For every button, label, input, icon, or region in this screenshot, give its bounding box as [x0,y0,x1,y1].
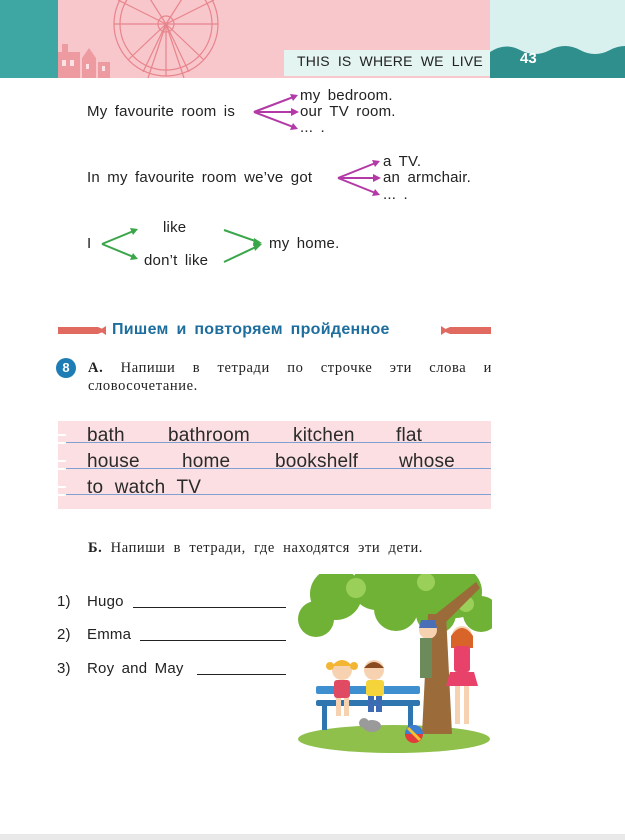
pattern-1-arrows [248,88,300,136]
park-illustration [296,574,492,754]
word: kitchen [293,425,355,446]
header-teal-block [0,0,58,78]
exercise-a-label: А. [88,360,104,376]
item-number: 3) [57,660,71,677]
pattern-2-option-3: ... . [383,186,408,203]
word: house [87,451,140,472]
box-edge-dashes [58,421,68,509]
answer-line [197,674,286,675]
pattern-3-subject: I [87,235,92,252]
exercise-b-label: Б. [88,540,103,556]
item-number: 1) [57,593,71,610]
pattern-3-object: my home. [269,235,340,252]
page-number: 43 [520,50,537,67]
item-name: Hugo [87,593,124,610]
answer-line [140,640,286,641]
exercise-a-text: Напиши в тетради по строчке эти слова и [120,360,492,376]
wave-decoration [490,0,625,78]
pattern-2-option-2: an armchair. [383,169,471,186]
pattern-1-lead: My favourite room is [87,103,236,120]
exercise-b [88,540,423,557]
pattern-1-option-3: ... . [300,119,325,136]
section-title: Пишем и повторяем пройденное [112,321,390,338]
pattern-1-option-2: our TV room. [300,103,396,120]
word: bookshelf [275,451,359,472]
pattern-2-option-1: a TV. [383,153,422,170]
pattern-3-verb-like: like [163,219,187,236]
answer-line [133,607,286,608]
pattern-2-lead: In my favourite room we’ve got [87,169,313,186]
item-name: Emma [87,626,132,643]
item-name: Roy and May [87,660,184,677]
pattern-1-option-1: my bedroom. [300,87,393,104]
girl-by-tree [446,626,478,724]
exercise-a-line-1 [88,360,492,377]
pattern-2-arrows [332,154,382,202]
chapter-title: THIS IS WHERE WE LIVE [297,53,483,69]
page-bottom-edge [0,834,625,840]
item-number: 2) [57,626,71,643]
word: flat [396,425,423,446]
word: whose [399,451,455,472]
exercise-number: 8 [56,358,76,378]
ball [405,725,423,743]
header-right-area [490,0,625,78]
pattern-3-verb-dont-like: don’t like [144,252,209,269]
exercise-b-text: Напиши в тетради, где находятся эти дети. [110,540,424,556]
word: home [182,451,231,472]
word: bathroom [168,425,250,446]
phrase: to watch TV [87,477,202,498]
exercise-a-line-2: словосочетание. [88,378,198,394]
word: bath [87,425,125,446]
